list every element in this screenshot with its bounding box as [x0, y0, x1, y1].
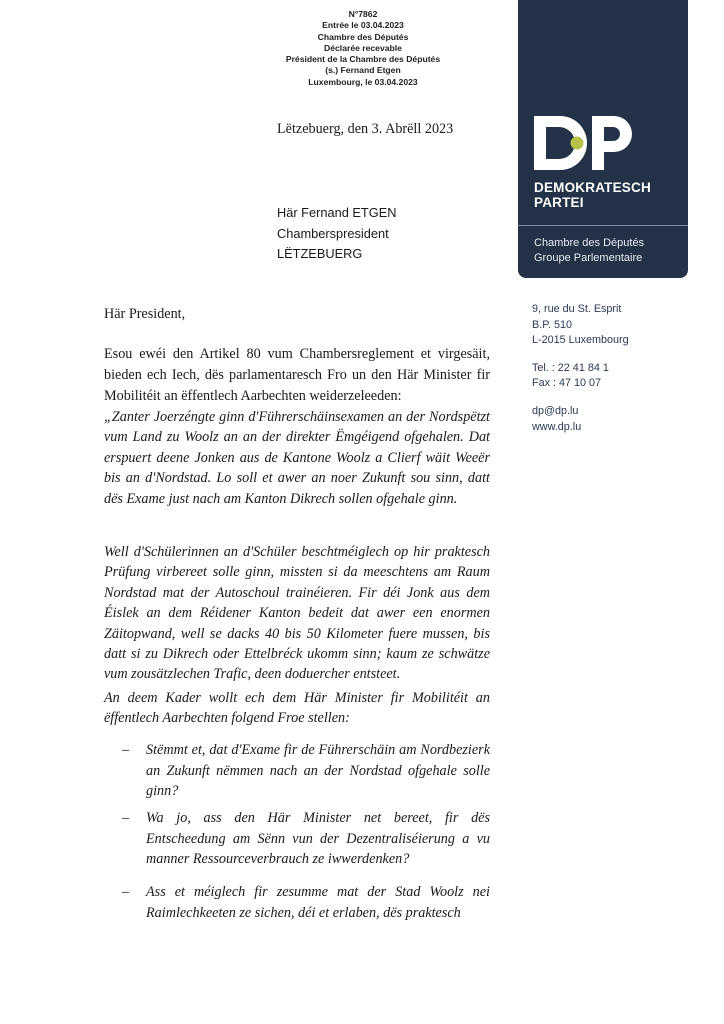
party-name-line1: DEMOKRATESCH [534, 180, 651, 195]
stamp-institution: Chambre des Députés [317, 31, 409, 42]
dp-logo [530, 112, 650, 174]
stamp-entry-date: Entrée le 03.04.2023 [322, 20, 404, 31]
stamp-status: Déclarée recevable [324, 42, 402, 53]
question-item [122, 808, 490, 870]
address-city: L-2015 Luxembourg [532, 334, 629, 347]
contact-tel: Tel. : 22 41 84 1 [532, 361, 609, 374]
recipient-block [277, 203, 396, 265]
contact-fax: Fax : 47 10 07 [532, 377, 602, 390]
chamber-group [534, 236, 644, 266]
question-text: Wa jo, ass den Här Minister net bereet, fir dës Entscheedung am Sënn vun der Dezentraliséierung a vu manner Ressourceverbrauch ze iwwerdenken? [146, 810, 490, 868]
brand-divider [518, 225, 688, 226]
question-item [122, 740, 490, 802]
question-item [122, 882, 490, 923]
contact-block [532, 302, 629, 435]
list-dash: – [122, 884, 130, 900]
party-name [534, 180, 651, 210]
quote-paragraph-2: Well d'Schülerinnen an d'Schüler beschtméiglech op hir praktesch Prüfung virbereet solle ginn, missten si da meeschtens am Raum Nordstad mat der Autoschoul trainéieren. Fir déi Jonk aus dem Éislek an dem Réidener Kanton bedeit dat awer een enormen Zäitopwand, well se dacks 40 bis 50 Kilometer fuere mussen, bis datt si zu Dikrech oder Ettelbréck ukomm sinn; kaum ze schwätze vum zousätzlechen Trafic, deen doduercher entsteet. [104, 544, 490, 683]
address-bp: B.P. 510 [532, 318, 573, 331]
question-text: Ass et méiglech fir zesumme mat der Stad Woolz nei Raimlechkeeten ze sichen, déi et erlaben, dës praktesch [146, 884, 490, 921]
quote-paragraph-1: „Zanter Joerzéngte ginn d'Führerschäinsexamen an der Nordspëtzt vum Land zu Woolz an an der direkter Ëmgéigend ofgehalen. Dat erspuert deene Jonken aus de Kantone Woolz a Clierf wäit Weeër bis an d'Nordstad. Lo soll et awer an noer Zukunft sou sinn, datt dës Exame just nach am Kanton Dikrech sollen ofgehale ginn. [104, 409, 490, 507]
letter-date: Lëtzebuerg, den 3. Abrëll 2023 [277, 121, 454, 137]
salutation: Här President, [104, 306, 186, 322]
recipient-title: Chamberspresident [277, 225, 389, 241]
party-name-line2: PARTEI [534, 195, 584, 210]
stamp-president-title: Président de la Chambre des Députés [285, 54, 441, 65]
list-dash: – [122, 742, 130, 758]
intro-paragraph: Esou ewéi den Artikel 80 vum Chambersreglement et virgesäit, bieden ech Iech, dës parlamentaresch Fro un den Här Minister fir Mobilitéit an ëffentlech Aarbechten weiderzeleeden: [104, 346, 490, 404]
stamp-place-date: Luxembourg, le 03.04.2023 [308, 76, 418, 87]
chamber-line1: Chambre des Députés [534, 237, 645, 249]
stamp-signature: (s.) Fernand Etgen [325, 65, 401, 76]
recipient-name: Här Fernand ETGEN [277, 205, 397, 220]
receipt-stamp [256, 9, 470, 88]
contact-web: www.dp.lu [532, 420, 582, 433]
stamp-number: N°7862 [348, 9, 378, 19]
quote-paragraph-3: An deem Kader wollt ech dem Här Minister fir Mobilitéit an ëffentlech Aarbechten folgend Froe stellen: [104, 690, 490, 727]
recipient-country: LËTZEBUERG [277, 246, 363, 261]
list-dash: – [122, 810, 130, 826]
contact-email: dp@dp.lu [532, 404, 579, 417]
question-text: Stëmmt et, dat d'Exame fir de Führerschäin am Nordbezierk an Zukunft nëmmen nach an der Nordstad ofgehale solle ginn? [146, 742, 490, 800]
chamber-line2: Groupe Parlementaire [534, 252, 643, 264]
brand-panel [518, 0, 688, 278]
address-street: 9, rue du St. Esprit [532, 303, 622, 315]
